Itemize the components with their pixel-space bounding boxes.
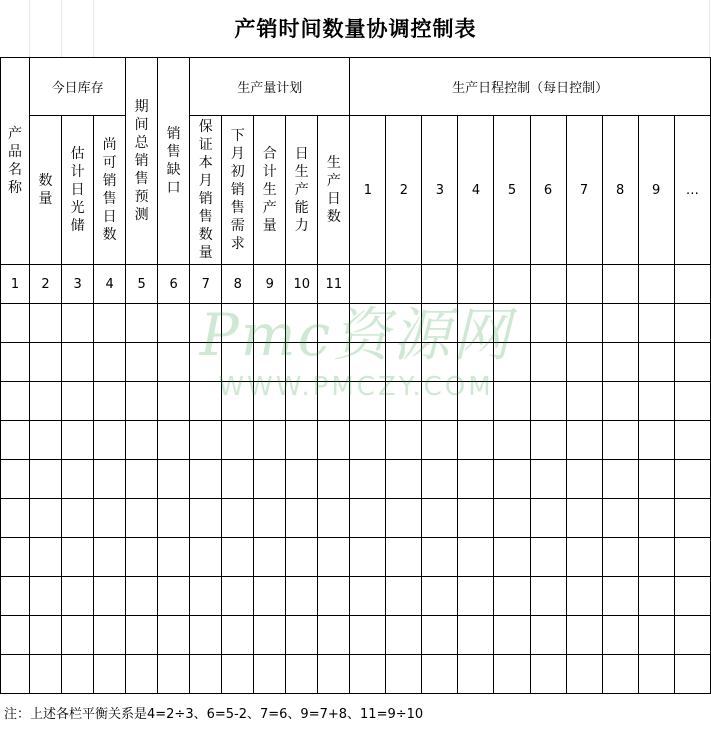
table-cell[interactable]: [158, 499, 190, 538]
table-cell[interactable]: [222, 655, 254, 694]
table-cell[interactable]: [350, 577, 386, 616]
table-cell[interactable]: [494, 655, 530, 694]
table-cell[interactable]: [286, 655, 318, 694]
table-cell[interactable]: [566, 460, 602, 499]
table-cell[interactable]: [1, 577, 30, 616]
table-cell[interactable]: [530, 304, 566, 343]
table-cell[interactable]: [494, 577, 530, 616]
table-cell[interactable]: [386, 460, 422, 499]
table-cell[interactable]: [638, 655, 674, 694]
table-cell[interactable]: [318, 421, 350, 460]
table-cell[interactable]: [30, 538, 62, 577]
table-cell[interactable]: [1, 616, 30, 655]
table-cell[interactable]: [458, 655, 494, 694]
table-cell[interactable]: [350, 304, 386, 343]
table-cell[interactable]: [30, 655, 62, 694]
table-cell[interactable]: [1, 421, 30, 460]
table-cell[interactable]: [30, 616, 62, 655]
table-cell[interactable]: [602, 382, 638, 421]
table-cell[interactable]: [458, 499, 494, 538]
table-cell[interactable]: [530, 343, 566, 382]
table-cell[interactable]: [422, 421, 458, 460]
header-daily-capacity: 日生产能力: [286, 116, 318, 265]
table-cell[interactable]: [94, 577, 126, 616]
table-cell[interactable]: [350, 499, 386, 538]
grid-line: [61, 0, 62, 57]
table-cell[interactable]: [222, 616, 254, 655]
watermark-url: WWW.PMCZY.COM: [218, 372, 494, 402]
table-cell[interactable]: [566, 538, 602, 577]
table-cell[interactable]: [422, 499, 458, 538]
table-cell[interactable]: [286, 538, 318, 577]
table-cell[interactable]: [386, 499, 422, 538]
table-cell[interactable]: [602, 577, 638, 616]
day-column-header: 5: [494, 116, 530, 265]
table-cell[interactable]: [286, 499, 318, 538]
table-cell[interactable]: [222, 538, 254, 577]
table-cell[interactable]: [318, 460, 350, 499]
column-index-cell: 7: [190, 265, 222, 304]
table-cell[interactable]: [386, 577, 422, 616]
table-cell[interactable]: [638, 421, 674, 460]
table-cell[interactable]: [318, 499, 350, 538]
column-index-cell: 3: [62, 265, 94, 304]
table-cell[interactable]: [286, 421, 318, 460]
table-cell[interactable]: [638, 538, 674, 577]
table-row: [1, 460, 711, 499]
table-row: [1, 421, 711, 460]
table-cell[interactable]: [674, 421, 710, 460]
table-cell[interactable]: [158, 655, 190, 694]
table-cell[interactable]: [318, 382, 350, 421]
table-cell[interactable]: [94, 382, 126, 421]
table-cell[interactable]: [30, 421, 62, 460]
table-row: [1, 616, 711, 655]
table-row: [1, 304, 711, 343]
table-cell[interactable]: [318, 343, 350, 382]
table-cell[interactable]: [458, 616, 494, 655]
table-cell[interactable]: [674, 382, 710, 421]
table-cell[interactable]: [638, 460, 674, 499]
table-cell[interactable]: [318, 538, 350, 577]
table-cell[interactable]: [158, 304, 190, 343]
table-cell[interactable]: [386, 616, 422, 655]
table-cell[interactable]: [494, 538, 530, 577]
table-cell[interactable]: [638, 343, 674, 382]
table-cell[interactable]: [190, 538, 222, 577]
table-cell[interactable]: [422, 343, 458, 382]
table-cell[interactable]: [222, 304, 254, 343]
table-cell[interactable]: [62, 655, 94, 694]
table-cell[interactable]: [94, 343, 126, 382]
day-column-header: 1: [350, 116, 386, 265]
table-cell[interactable]: [254, 421, 286, 460]
table-cell[interactable]: [126, 655, 158, 694]
day-column-header: …: [674, 116, 710, 265]
table-cell[interactable]: [494, 382, 530, 421]
column-index-cell: 6: [158, 265, 190, 304]
table-cell[interactable]: [386, 265, 422, 304]
table-cell[interactable]: [126, 304, 158, 343]
table-cell[interactable]: [422, 265, 458, 304]
column-index-cell: 11: [318, 265, 350, 304]
column-index-cell: 8: [222, 265, 254, 304]
table-cell[interactable]: [1, 655, 30, 694]
table-cell[interactable]: [530, 577, 566, 616]
table-cell[interactable]: [386, 343, 422, 382]
header-sellable-days: 尚可销售日数: [94, 116, 126, 265]
table-cell[interactable]: [602, 265, 638, 304]
table-cell[interactable]: [254, 616, 286, 655]
table-cell[interactable]: [494, 421, 530, 460]
table-cell[interactable]: [222, 460, 254, 499]
schedule-table: [0, 57, 711, 694]
table-cell[interactable]: [222, 421, 254, 460]
table-cell[interactable]: [286, 460, 318, 499]
table-cell[interactable]: [566, 655, 602, 694]
column-index-cell: 5: [126, 265, 158, 304]
table-cell[interactable]: [94, 304, 126, 343]
table-cell[interactable]: [566, 499, 602, 538]
column-index-cell: 4: [94, 265, 126, 304]
table-cell[interactable]: [222, 343, 254, 382]
header-period-sales-forecast: 期间总销售预测: [126, 58, 158, 265]
table-cell[interactable]: [602, 304, 638, 343]
table-row: [1, 655, 711, 694]
grid-line: [93, 0, 94, 57]
table-cell[interactable]: [158, 421, 190, 460]
table-cell[interactable]: [566, 421, 602, 460]
table-cell[interactable]: [530, 655, 566, 694]
table-cell[interactable]: [494, 460, 530, 499]
header-quantity: 数量: [30, 116, 62, 265]
table-cell[interactable]: [1, 382, 30, 421]
table-cell[interactable]: [190, 460, 222, 499]
table-cell[interactable]: [62, 577, 94, 616]
table-cell[interactable]: [422, 460, 458, 499]
header-schedule-control: 生产日程控制（每日控制）: [350, 58, 711, 116]
table-cell[interactable]: [494, 499, 530, 538]
column-index-cell: 1: [1, 265, 30, 304]
table-cell[interactable]: [254, 577, 286, 616]
table-cell[interactable]: [674, 304, 710, 343]
table-cell[interactable]: [458, 304, 494, 343]
table-cell[interactable]: [286, 577, 318, 616]
table-cell[interactable]: [494, 304, 530, 343]
table-cell[interactable]: [1, 460, 30, 499]
table-cell[interactable]: [602, 616, 638, 655]
table-cell[interactable]: [158, 577, 190, 616]
day-column-header: 2: [386, 116, 422, 265]
table-cell[interactable]: [674, 655, 710, 694]
table-cell[interactable]: [566, 265, 602, 304]
table-cell[interactable]: [566, 616, 602, 655]
table-cell[interactable]: [254, 460, 286, 499]
table-cell[interactable]: [350, 421, 386, 460]
table-cell[interactable]: [530, 616, 566, 655]
table-cell[interactable]: [286, 304, 318, 343]
table-cell[interactable]: [638, 616, 674, 655]
table-cell[interactable]: [674, 460, 710, 499]
header-total-production: 合计生产量: [254, 116, 286, 265]
table-cell[interactable]: [638, 304, 674, 343]
table-cell[interactable]: [1, 499, 30, 538]
table-cell[interactable]: [62, 382, 94, 421]
table-cell[interactable]: [638, 499, 674, 538]
table-cell[interactable]: [638, 382, 674, 421]
column-index-cell: 10: [286, 265, 318, 304]
table-cell[interactable]: [190, 499, 222, 538]
table-cell[interactable]: [62, 304, 94, 343]
table-cell[interactable]: [458, 577, 494, 616]
table-cell[interactable]: [254, 538, 286, 577]
table-cell[interactable]: [530, 421, 566, 460]
table-cell[interactable]: [94, 616, 126, 655]
header-today-stock: 今日库存: [30, 58, 126, 116]
table-cell[interactable]: [254, 304, 286, 343]
table-cell[interactable]: [126, 577, 158, 616]
table-cell[interactable]: [62, 616, 94, 655]
table-cell[interactable]: [62, 343, 94, 382]
table-cell[interactable]: [190, 421, 222, 460]
table-cell[interactable]: [350, 460, 386, 499]
table-cell[interactable]: [386, 655, 422, 694]
table-cell[interactable]: [602, 655, 638, 694]
table-cell[interactable]: [674, 538, 710, 577]
table-cell[interactable]: [254, 655, 286, 694]
table-row: [1, 382, 711, 421]
table-cell[interactable]: [126, 421, 158, 460]
table-cell[interactable]: [422, 538, 458, 577]
table-cell[interactable]: [158, 382, 190, 421]
table-cell[interactable]: [566, 577, 602, 616]
table-cell[interactable]: [126, 382, 158, 421]
grid-line: [709, 0, 710, 57]
table-cell[interactable]: [158, 460, 190, 499]
table-cell[interactable]: [318, 304, 350, 343]
day-column-header: 3: [422, 116, 458, 265]
table-cell[interactable]: [1, 538, 30, 577]
table-cell[interactable]: [30, 382, 62, 421]
table-cell[interactable]: [222, 382, 254, 421]
header-production-days: 生产日数: [318, 116, 350, 265]
table-cell[interactable]: [94, 499, 126, 538]
table-cell[interactable]: [126, 343, 158, 382]
header-product-name: 产品名称: [1, 58, 30, 265]
table-cell[interactable]: [422, 616, 458, 655]
table-cell[interactable]: [190, 577, 222, 616]
table-cell[interactable]: [674, 343, 710, 382]
header-production-plan: 生产量计划: [190, 58, 350, 116]
table-cell[interactable]: [458, 460, 494, 499]
table-cell[interactable]: [530, 265, 566, 304]
header-next-month-demand: 下月初销售需求: [222, 116, 254, 265]
table-cell[interactable]: [62, 460, 94, 499]
table-cell[interactable]: [422, 655, 458, 694]
table-cell[interactable]: [1, 304, 30, 343]
table-cell[interactable]: [286, 616, 318, 655]
table-cell[interactable]: [530, 460, 566, 499]
table-cell[interactable]: [350, 265, 386, 304]
table-cell[interactable]: [94, 655, 126, 694]
day-column-header: 9: [638, 116, 674, 265]
table-cell[interactable]: [190, 343, 222, 382]
table-cell[interactable]: [386, 538, 422, 577]
table-cell[interactable]: [566, 304, 602, 343]
table-cell[interactable]: [126, 538, 158, 577]
table-cell[interactable]: [602, 538, 638, 577]
table-cell[interactable]: [602, 343, 638, 382]
header-est-daily-storage: 估计日光储: [62, 116, 94, 265]
grid-line: [29, 0, 30, 57]
table-cell[interactable]: [458, 421, 494, 460]
day-column-header: 4: [458, 116, 494, 265]
header-sales-shortage: 销售缺口: [158, 58, 190, 265]
table-cell[interactable]: [422, 304, 458, 343]
table-cell[interactable]: [422, 382, 458, 421]
table-cell[interactable]: [190, 382, 222, 421]
table-cell[interactable]: [158, 616, 190, 655]
table-cell[interactable]: [350, 538, 386, 577]
table-cell[interactable]: [318, 577, 350, 616]
table-cell[interactable]: [94, 460, 126, 499]
table-cell[interactable]: [30, 460, 62, 499]
table-cell[interactable]: [386, 304, 422, 343]
table-cell[interactable]: [530, 538, 566, 577]
table-cell[interactable]: [638, 265, 674, 304]
table-cell[interactable]: [350, 382, 386, 421]
watermark-logo: Pmc资源网: [199, 301, 513, 369]
table-cell[interactable]: [530, 499, 566, 538]
table-cell[interactable]: [190, 655, 222, 694]
table-cell[interactable]: [494, 343, 530, 382]
table-cell[interactable]: [126, 499, 158, 538]
table-cell[interactable]: [602, 421, 638, 460]
table-cell[interactable]: [494, 265, 530, 304]
table-cell[interactable]: [350, 655, 386, 694]
table-row: [1, 343, 711, 382]
table-cell[interactable]: [386, 382, 422, 421]
table-cell[interactable]: [350, 616, 386, 655]
table-cell[interactable]: [674, 616, 710, 655]
table-cell[interactable]: [62, 421, 94, 460]
table-cell[interactable]: [254, 499, 286, 538]
table-cell[interactable]: [222, 577, 254, 616]
table-cell[interactable]: [458, 382, 494, 421]
table-cell[interactable]: [30, 304, 62, 343]
table-cell[interactable]: [30, 577, 62, 616]
table-cell[interactable]: [674, 577, 710, 616]
table-cell[interactable]: [94, 421, 126, 460]
table-cell[interactable]: [422, 577, 458, 616]
column-index-cell: 2: [30, 265, 62, 304]
table-cell[interactable]: [62, 538, 94, 577]
header-guarantee-month-sales: 保证本月销售数量: [190, 116, 222, 265]
table-cell[interactable]: [190, 304, 222, 343]
table-cell[interactable]: [126, 616, 158, 655]
table-cell[interactable]: [494, 616, 530, 655]
page-title: 产销时间数量协调控制表: [234, 17, 477, 41]
day-column-header: 8: [602, 116, 638, 265]
day-column-header: 7: [566, 116, 602, 265]
table-cell[interactable]: [286, 343, 318, 382]
table-row: [1, 577, 711, 616]
table-cell[interactable]: [318, 655, 350, 694]
table-cell[interactable]: [30, 343, 62, 382]
table-cell[interactable]: [62, 499, 94, 538]
table-cell[interactable]: [674, 265, 710, 304]
table-cell[interactable]: [386, 421, 422, 460]
footnote: 注：上述各栏平衡关系是4=2÷3、6=5-2、7=6、9=7+8、11=9÷10: [4, 707, 424, 722]
table-cell[interactable]: [254, 382, 286, 421]
day-column-header: 6: [530, 116, 566, 265]
table-row: [1, 538, 711, 577]
table-cell[interactable]: [566, 382, 602, 421]
table-cell[interactable]: [566, 343, 602, 382]
table-cell[interactable]: [222, 499, 254, 538]
table-cell[interactable]: [458, 343, 494, 382]
index-row: [1, 265, 711, 304]
table-cell[interactable]: [530, 382, 566, 421]
table-cell[interactable]: [158, 538, 190, 577]
table-cell[interactable]: [190, 616, 222, 655]
table-cell[interactable]: [286, 382, 318, 421]
table-cell[interactable]: [350, 343, 386, 382]
table-cell[interactable]: [638, 577, 674, 616]
table-cell[interactable]: [318, 616, 350, 655]
table-cell[interactable]: [94, 538, 126, 577]
table-cell[interactable]: [458, 265, 494, 304]
column-index-cell: 9: [254, 265, 286, 304]
table-cell[interactable]: [602, 460, 638, 499]
table-cell[interactable]: [602, 499, 638, 538]
table-cell[interactable]: [1, 343, 30, 382]
table-cell[interactable]: [30, 499, 62, 538]
table-cell[interactable]: [158, 343, 190, 382]
table-cell[interactable]: [126, 460, 158, 499]
table-cell[interactable]: [254, 343, 286, 382]
table-cell[interactable]: [458, 538, 494, 577]
table-cell[interactable]: [674, 499, 710, 538]
table-row: [1, 499, 711, 538]
